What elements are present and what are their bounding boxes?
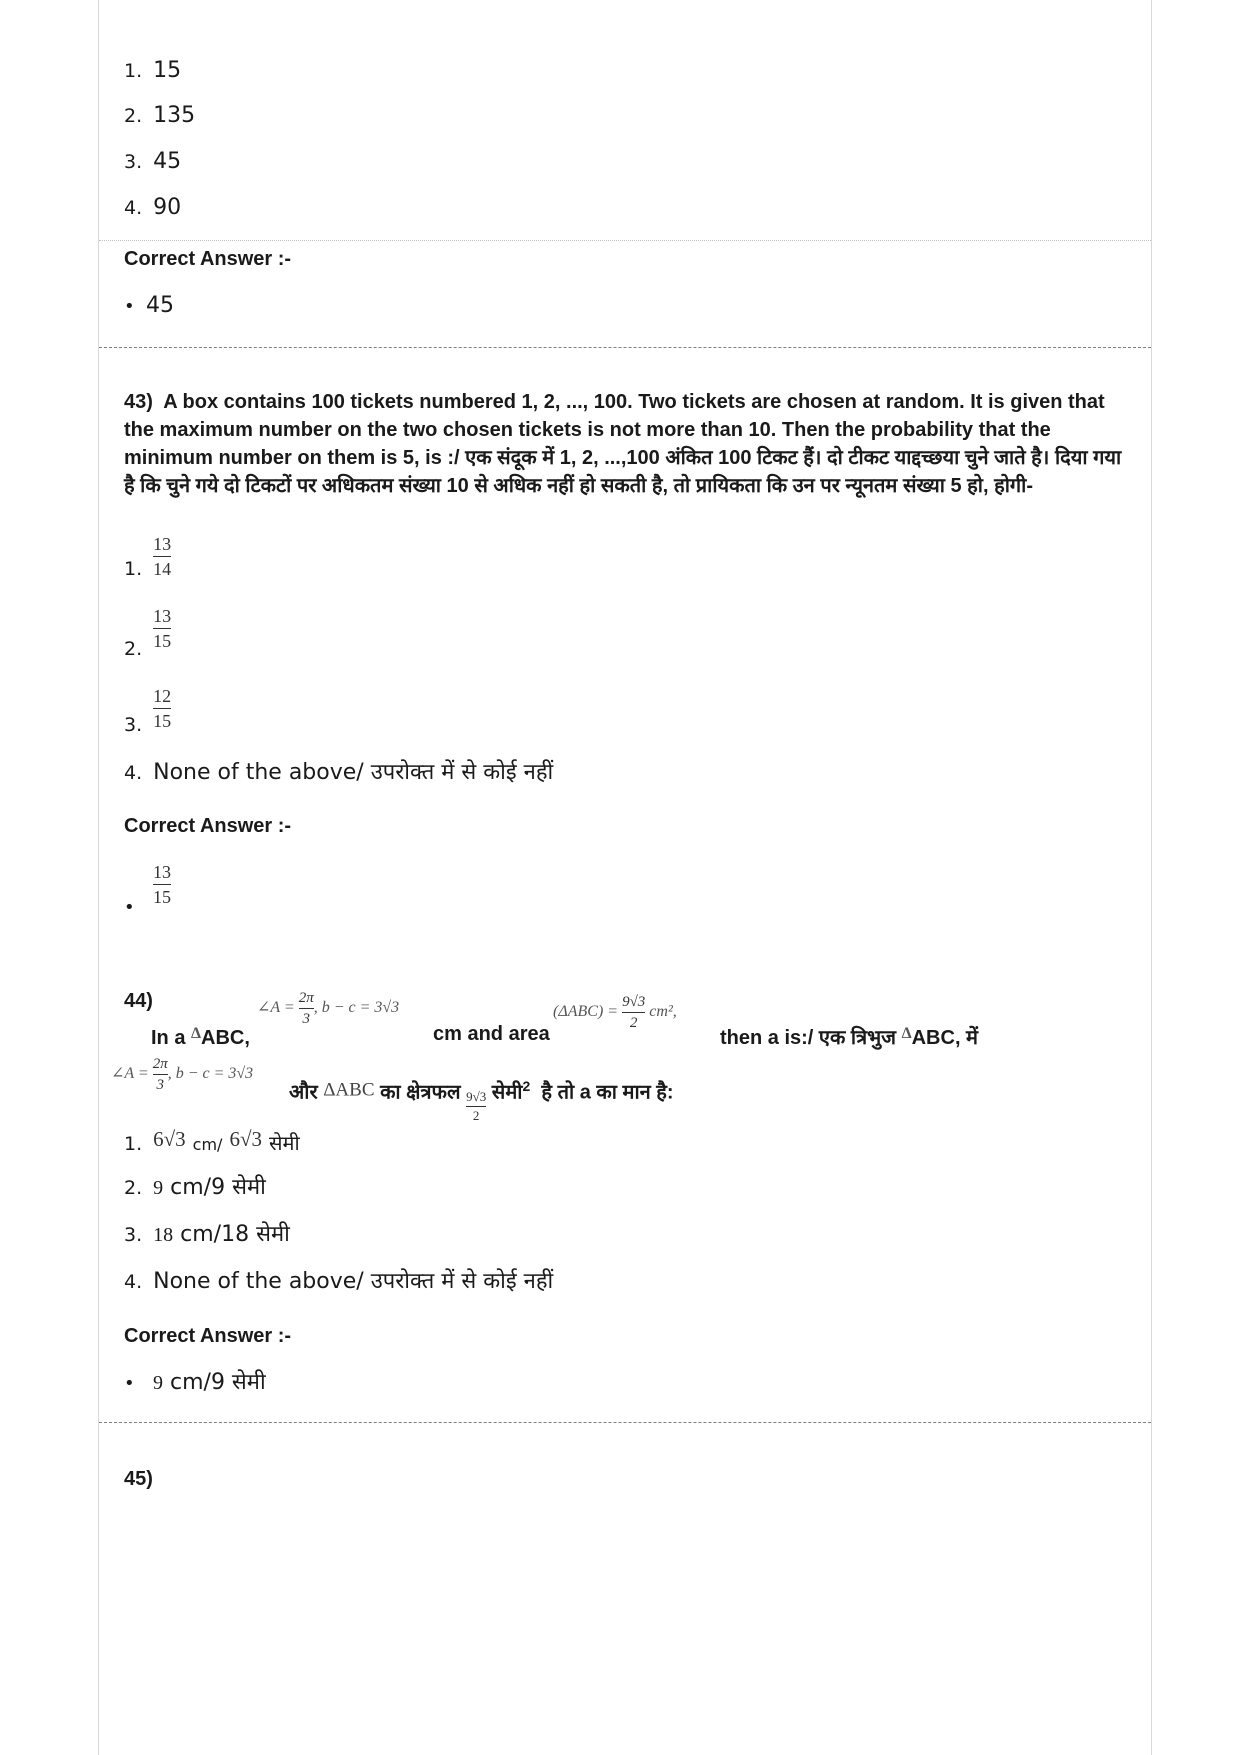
q44-correct-label: Correct Answer :- [124, 1325, 292, 1347]
q44-in-a: In a $^\Delta$ABC, [151, 1025, 250, 1049]
q43-correct-answer: • $\frac{13}{15}$ [124, 862, 171, 918]
q43-option-2: 2. $\frac{13}{15}$ [124, 606, 172, 660]
q42-option-3: 3. 45 [124, 149, 182, 174]
q44-option-1: 1. 6√3 cm/ 6√3 सेमी [124, 1127, 300, 1155]
triangle-icon: Δ [191, 1025, 202, 1042]
q44-correct-answer: • 9 cm/9 सेमी [124, 1370, 266, 1395]
q44-condition-math-2: ∠A = $\frac{2\pi}{3}$ , b − c = 3√3 [111, 1056, 254, 1093]
q43-correct-label: Correct Answer :- [124, 815, 292, 837]
q42-correct-answer: • 45 [124, 293, 174, 318]
q42-option-2: 2. 135 [124, 103, 196, 128]
q43-question-text: 43) A box contains 100 tickets numbered 1, 2, ..., 100. Two tickets are chosen at random. It is given that the maximum number on the two chosen tickets is not more than 10. Then the probability that the minimum number on them is 5, is :/ एक संदूक में 1, 2, ...,100 अंकित 100 टिकट हैं। दो टीकट याद्दच्छया चुने जाते है। दिया गया है कि चुने गये दो टिकटों पर अधिकतम संख्या 10 से अधिक नहीं हो सकती है, तो प्रायिकता कि उन पर न्यूनतम संख्या 5 हो, होगी- [124, 391, 1122, 497]
q44-condition-math: ∠A = $\frac{2\pi}{3}$ , b − c = 3√3 [257, 990, 400, 1027]
q44-option-4: 4. None of the above/ उपरोक्त में से कोई नहीं [124, 1269, 554, 1294]
q45-number: 45) [124, 1468, 153, 1490]
q42-option-4: 4. 90 [124, 195, 182, 220]
q44-option-3: 3. 18 cm/18 सेमी [124, 1222, 290, 1247]
document-page [98, 0, 1152, 1755]
q44-area-math: (ΔABC) = $\frac{9√3}{2}$ cm², [553, 994, 677, 1031]
triangle-icon: Δ [901, 1025, 912, 1042]
question-separator [99, 1422, 1151, 1423]
q42-correct-label: Correct Answer :- [124, 248, 292, 270]
q44-hindi-line: और ΔABC का क्षेत्रफल $\frac{9√3}{2}$ सेमी$^2$ है तो a का मान है: [289, 1078, 674, 1123]
question-separator [99, 347, 1151, 348]
q44-cm-and-area: cm and area [433, 1023, 550, 1045]
q44-option-2: 2. 9 cm/9 सेमी [124, 1175, 266, 1200]
q42-option-1: 1. 15 [124, 58, 182, 83]
q43-option-1: 1. $\frac{13}{14}$ [124, 534, 172, 580]
q44-then-a: then a is:/ एक त्रिभुज $^\Delta$ABC, में [720, 1025, 979, 1049]
divider [99, 240, 1151, 241]
q43-option-4: 4. None of the above/ उपरोक्त में से कोई नहीं [124, 760, 554, 785]
q43-option-3: 3. $\frac{12}{15}$ [124, 686, 172, 736]
q44-number: 44) [124, 990, 153, 1012]
